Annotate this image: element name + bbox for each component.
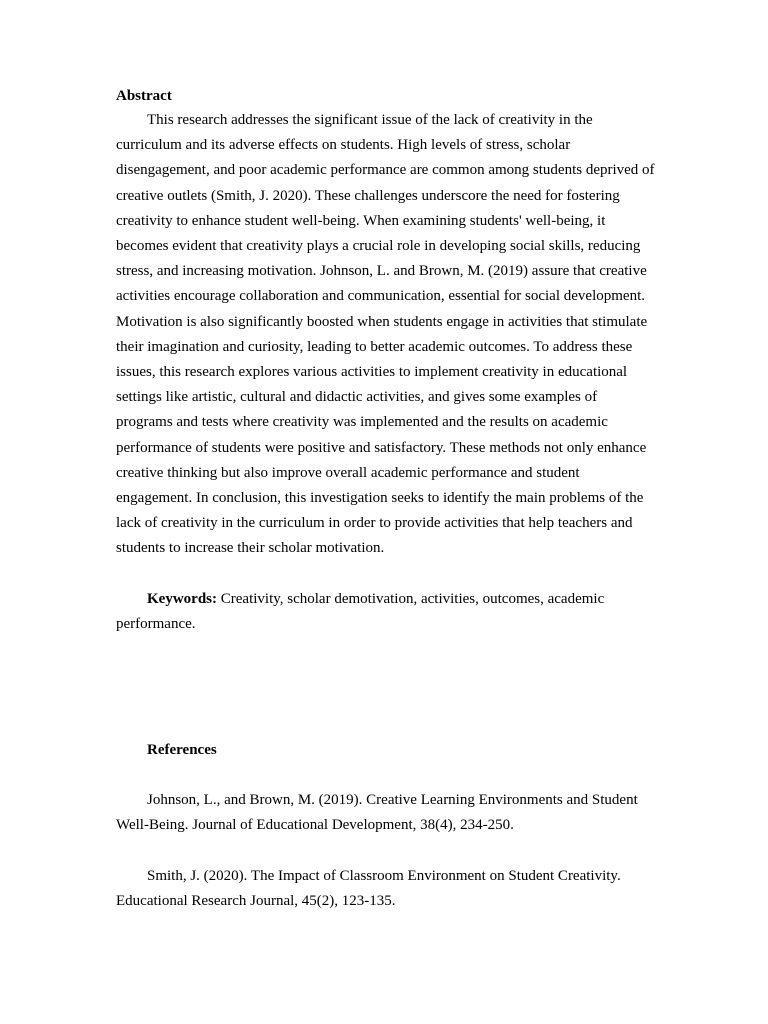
reference-item: Johnson, L., and Brown, M. (2019). Creative Learning Environments and Student Well-Being. Journal of Educational Development, 38(4), 234-250.: [116, 792, 638, 834]
abstract-heading: Abstract: [116, 88, 172, 104]
keywords-text: Creativity, scholar demotivation, activities, outcomes, academic performance.: [116, 591, 605, 633]
keywords-label: Keywords:: [147, 591, 217, 607]
keywords-paragraph: [116, 587, 656, 637]
abstract-body: This research addresses the significant issue of the lack of creativity in the curriculum and its adverse effects on students. High levels of stress, scholar disengagement, and poor academic performance are common among students deprived of creative outlets (Smith, J. 2020). These challenges underscore the need for fostering creativity to enhance student well-being. When examining students' well-being, it becomes evident that creativity plays a crucial role in developing social skills, reducing stress, and increasing motivation. Johnson, L. and Brown, M. (2019) assure that creative activities encourage collaboration and communication, essential for social development. Motivation is also significantly boosted when students engage in activities that stimulate their imagination and curiosity, leading to better academic outcomes. To address these issues, this research explores various activities to implement creativity in educational settings like artistic, cultural and didactic activities, and gives some examples of programs and tests where creativity was implemented and the results on academic performance of students were positive and satisfactory. These methods not only enhance creative thinking but also improve overall academic performance and student engagement. In conclusion, this investigation seeks to identify the main problems of the lack of creativity in the curriculum in order to provide activities that help teachers and students to increase their scholar motivation.: [116, 112, 655, 557]
references-heading: References: [147, 742, 217, 758]
reference-item: Smith, J. (2020). The Impact of Classroom Environment on Student Creativity. Educational Research Journal, 45(2), 123-135.: [116, 868, 621, 910]
